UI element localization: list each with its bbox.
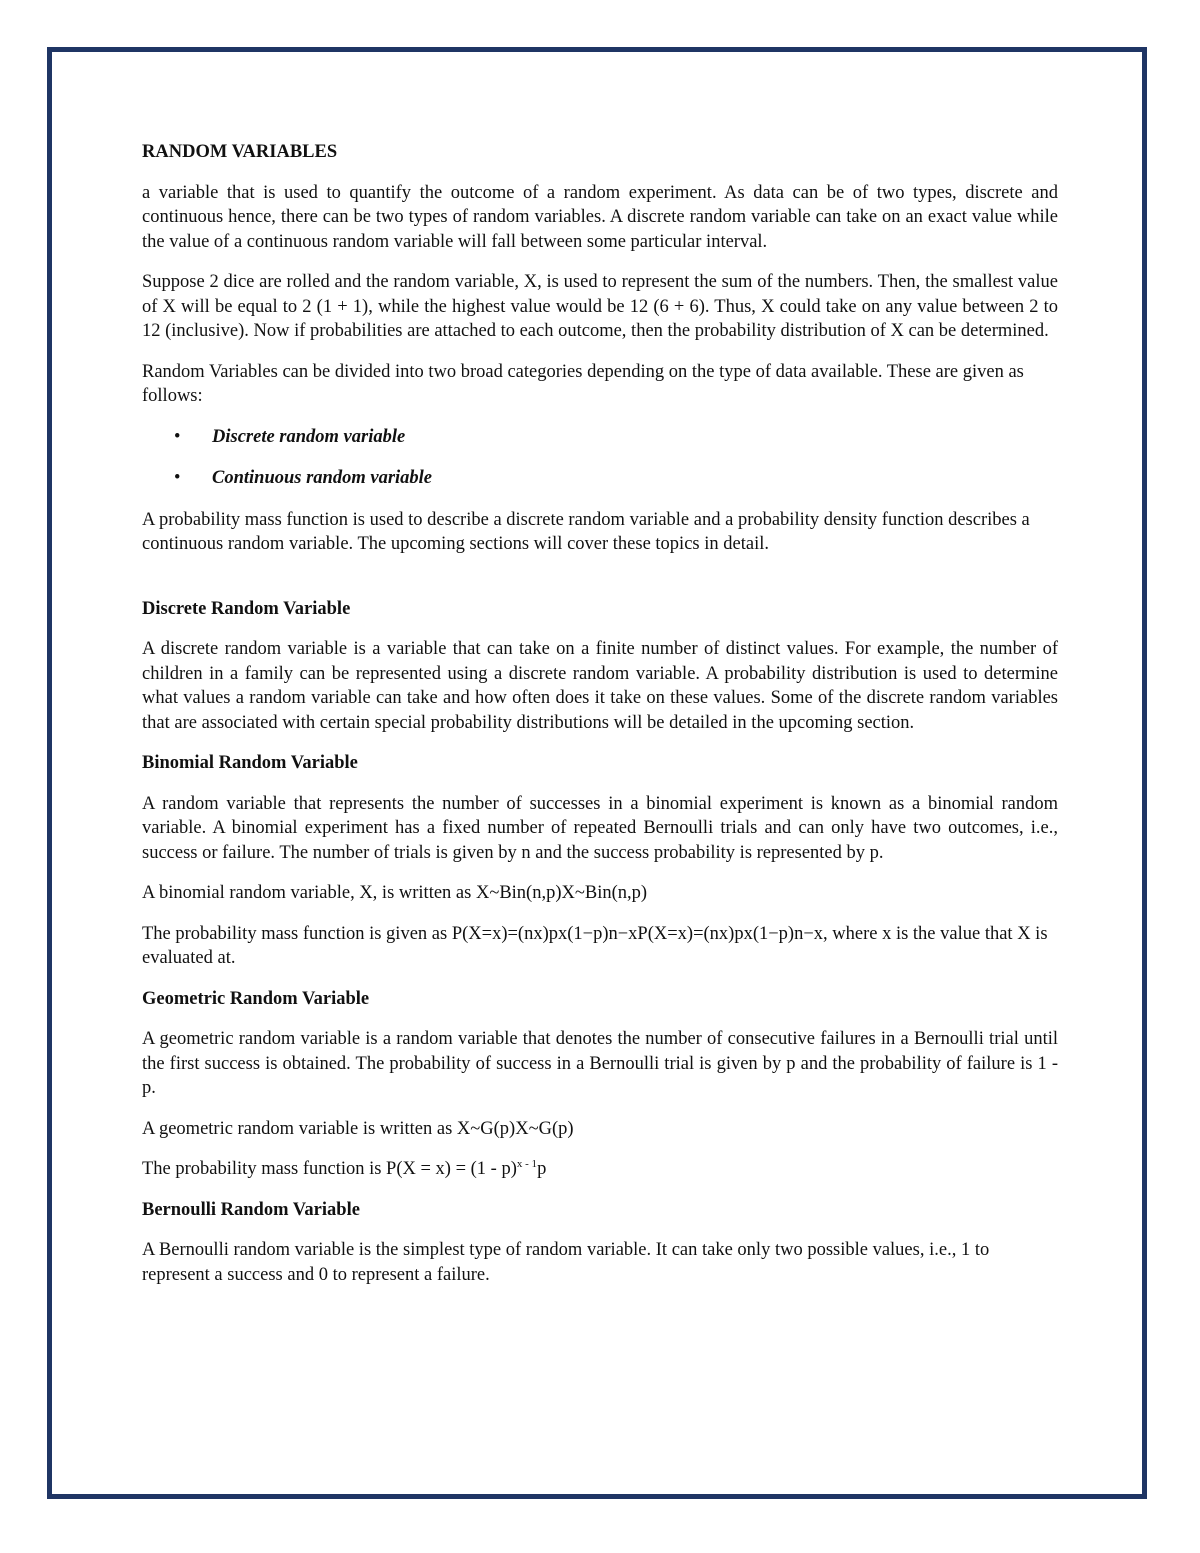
- bernoulli-paragraph: A Bernoulli random variable is the simplest type of random variable. It can take only two possible values, i.e., 1 to represent a success and 0 to represent a failure.: [142, 1240, 990, 1285]
- list-item-label: Continuous random variable: [212, 468, 433, 488]
- intro-paragraph: a variable that is used to quantify the outcome of a random experiment. As data can be of two types, discrete and continuous hence, there can be two types of random variables. A discrete random variable can take on an exact value while the value of a continuous random variable will fall between some particular interval.: [142, 182, 1058, 252]
- geometric-heading: Geometric Random Variable: [142, 988, 370, 1009]
- list-item: [142, 425, 1058, 450]
- bullet-icon: •: [174, 468, 181, 488]
- geometric-pmf-suffix: p: [537, 1159, 547, 1179]
- binomial-pmf: The probability mass function is given as P(X=x)=(nx)px(1−p)n−xP(X=x)=(nx)px(1−p)n−x, where x is the value that X is evaluated at.: [142, 923, 1048, 968]
- geometric-notation: A geometric random variable is written as X~G(p)X~G(p): [142, 1118, 574, 1139]
- bullet-icon: •: [174, 426, 181, 447]
- geometric-pmf: [142, 1157, 1058, 1182]
- geometric-paragraph: A geometric random variable is a random variable that denotes the number of consecutive failures in a Bernoulli trial until the first success is obtained. The probability of success in a Bernoulli trial is given by p and the probability of failure is 1 - p.: [142, 1029, 1058, 1098]
- category-list: [142, 425, 1058, 491]
- categories-paragraph: Random Variables can be divided into two broad categories depending on the type of data available. These are given as follows:: [142, 361, 1024, 406]
- page-title: RANDOM VARIABLES: [142, 142, 338, 162]
- pmf-pdf-paragraph: A probability mass function is used to describe a discrete random variable and a probability density function describes a continuous random variable. The upcoming sections will cover these topics in detail.: [142, 509, 1030, 554]
- list-item: [142, 466, 1058, 491]
- document-body: [142, 140, 1058, 1303]
- discrete-heading: Discrete Random Variable: [142, 598, 351, 619]
- section-spacer: [142, 573, 1058, 597]
- geometric-pmf-exponent: x - 1: [516, 1157, 538, 1170]
- binomial-paragraph: A random variable that represents the number of successes in a binomial experiment is known as a binomial random variable. A binomial experiment has a fixed number of repeated Bernoulli trials and can only have two outcomes, i.e., success or failure. The number of trials is given by n and the success probability is represented by p.: [142, 793, 1058, 863]
- dice-paragraph: Suppose 2 dice are rolled and the random variable, X, is used to represent the sum of the numbers. Then, the smallest value of X will be equal to 2 (1 + 1), while the highest value would be 12 (6 + 6). Thus, X could take on any value between 2 to 12 (inclusive). Now if probabilities are attached to each outcome, then the probability distribution of X can be determined.: [142, 272, 1058, 341]
- geometric-pmf-prefix: The probability mass function is P(X = x) = (1 - p): [142, 1159, 517, 1179]
- discrete-paragraph: A discrete random variable is a variable that can take on a finite number of distinct values. For example, the number of children in a family can be represented using a discrete random variable. A probability distribution is used to determine what values a random variable can take and how often does it take on these values. Some of the discrete random variables that are associated with certain special probability distributions will be detailed in the upcoming section.: [142, 639, 1058, 733]
- binomial-heading: Binomial Random Variable: [142, 753, 358, 773]
- binomial-notation: A binomial random variable, X, is written as X~Bin(n,p)X~Bin(n,p): [142, 883, 648, 903]
- bernoulli-heading: Bernoulli Random Variable: [142, 1199, 360, 1220]
- list-item-label: Discrete random variable: [212, 426, 406, 447]
